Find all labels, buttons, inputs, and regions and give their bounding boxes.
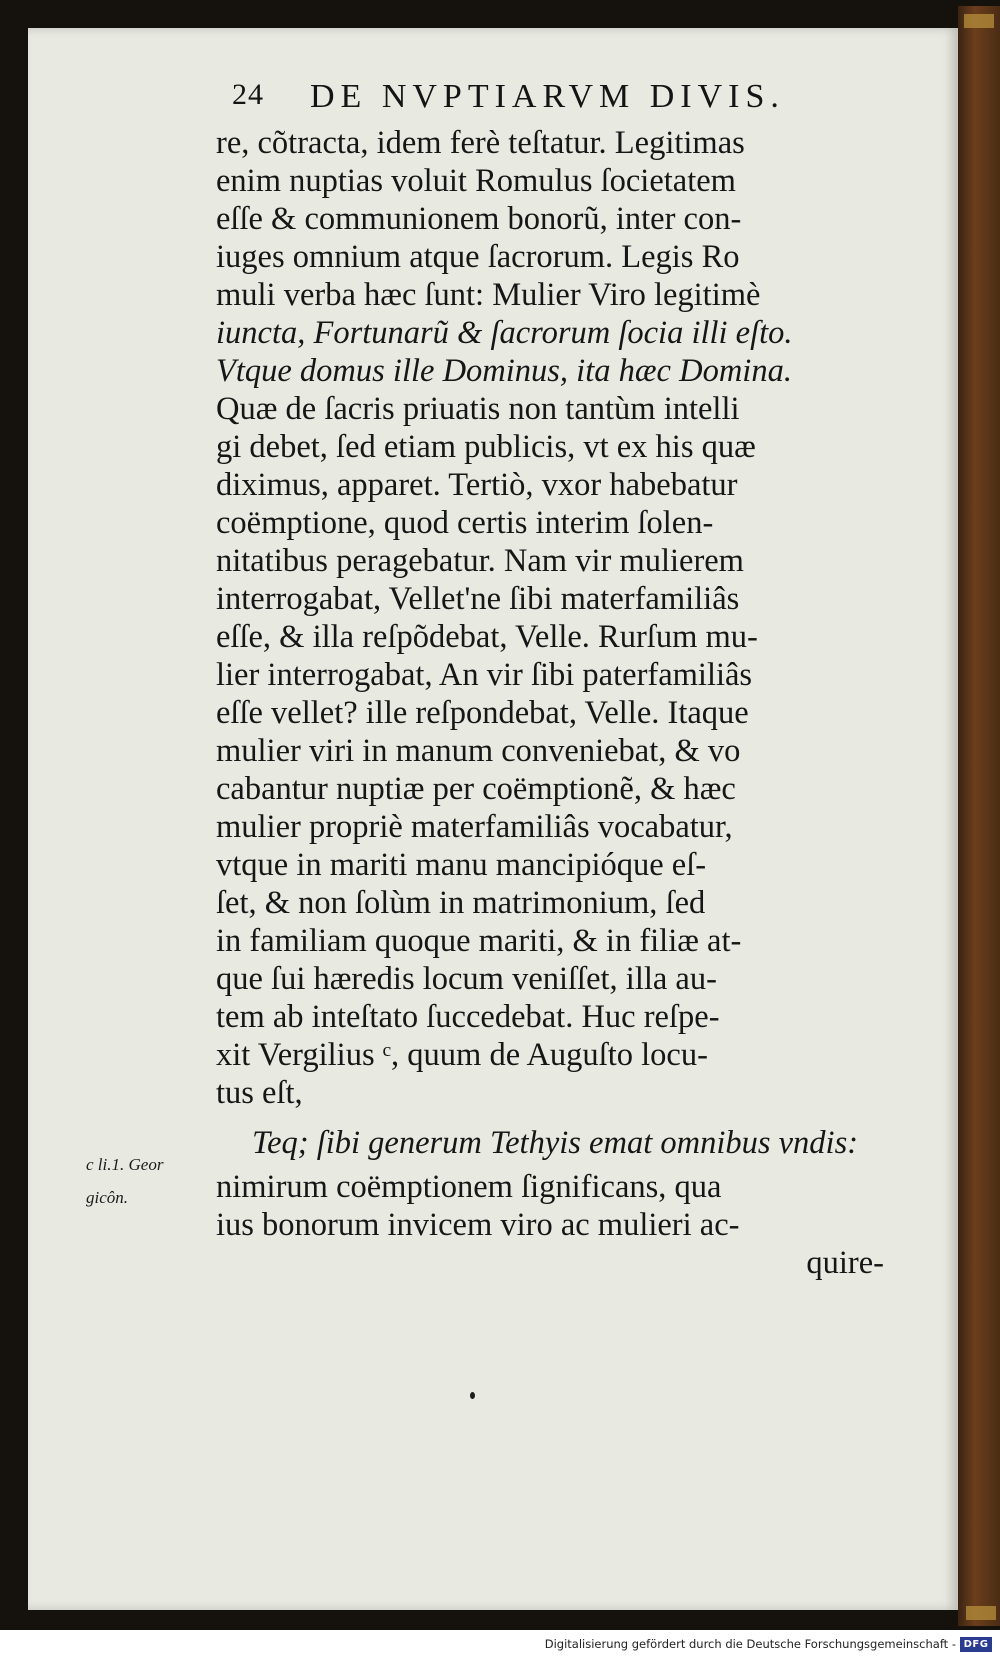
marginal-note-line: gicôn. bbox=[86, 1188, 129, 1207]
text-line: iuncta, Fortunarũ & ſacrorum ſocia illi eſto. bbox=[216, 315, 793, 351]
text-line: gi debet, ſed etiam publicis, vt ex his quæ bbox=[216, 429, 756, 465]
text-line: Vtque domus ille Dominus, ita hæc Domina. bbox=[216, 353, 792, 389]
page-body-text bbox=[216, 124, 896, 1282]
book-edge-decoration bbox=[966, 1606, 996, 1620]
text-line: eſſe vellet? ille reſpondebat, Velle. Itaque bbox=[216, 695, 749, 731]
text-line: in familiam quoque mariti, & in filiæ at- bbox=[216, 923, 742, 959]
dfg-logo: DFG bbox=[960, 1637, 992, 1652]
text-line: iuges omnium atque ſacrorum. Legis Ro bbox=[216, 239, 740, 275]
verse-quotation: Teq; ſibi generum Tethyis emat omnibus vndis: bbox=[252, 1125, 859, 1161]
marginal-note bbox=[86, 1148, 216, 1214]
catchword: quire- bbox=[806, 1245, 884, 1281]
text-line: que ſui hæredis locum veniſſet, illa au- bbox=[216, 961, 717, 997]
text-line: xit Vergilius ᶜ, quum de Auguſto locu- bbox=[216, 1037, 708, 1073]
text-line: cabantur nuptiæ per coëmptionẽ, & hæc bbox=[216, 771, 736, 807]
text-line: nitatibus peragebatur. Nam vir mulierem bbox=[216, 543, 744, 579]
text-line: lier interrogabat, An vir ſibi paterfamiliâs bbox=[216, 657, 753, 693]
book-fore-edge bbox=[958, 6, 1000, 1626]
text-line: re, cõtracta, idem ferè teſtatur. Legitimas bbox=[216, 125, 745, 161]
text-line: nimirum coëmptionem ſignificans, qua bbox=[216, 1169, 722, 1205]
text-line: tem ab inteſtato ſuccedebat. Huc reſpe- bbox=[216, 999, 720, 1035]
text-line: Quæ de ſacris priuatis non tantùm intelli bbox=[216, 391, 740, 427]
ink-mark bbox=[470, 1392, 475, 1399]
book-edge-decoration bbox=[964, 14, 994, 28]
text-line: tus eſt, bbox=[216, 1075, 303, 1111]
text-line: eſſe & communionem bonorũ, inter con- bbox=[216, 201, 742, 237]
running-head-title: DE NVPTIARVM DIVIS. bbox=[310, 78, 785, 115]
text-line: mulier viri in manum conveniebat, & vo bbox=[216, 733, 741, 769]
text-line: interrogabat, Vellet'ne ſibi materfamiliâs bbox=[216, 581, 740, 617]
text-line: muli verba hæc ſunt: Mulier Viro legitimè bbox=[216, 277, 761, 313]
text-line: mulier propriè materfamiliâs vocabatur, bbox=[216, 809, 733, 845]
digitization-credit: Digitalisierung gefördert durch die Deutsche Forschungsgemeinschaft - bbox=[544, 1637, 956, 1651]
page-number: 24 bbox=[232, 78, 264, 111]
marginal-note-line: c li.1. Geor bbox=[86, 1155, 164, 1174]
text-line: enim nuptias voluit Romulus ſocietatem bbox=[216, 163, 736, 199]
text-line: ſet, & non ſolùm in matrimonium, ſed bbox=[216, 885, 706, 921]
text-line: ius bonorum invicem viro ac mulieri ac- bbox=[216, 1207, 740, 1243]
text-line: eſſe, & illa reſpõdebat, Velle. Rurſum mu- bbox=[216, 619, 758, 655]
text-line: diximus, apparet. Tertiò, vxor habebatur bbox=[216, 467, 738, 503]
text-line: vtque in mariti manu mancipióque eſ- bbox=[216, 847, 707, 883]
text-line: coëmptione, quod certis interim ſolen- bbox=[216, 505, 714, 541]
